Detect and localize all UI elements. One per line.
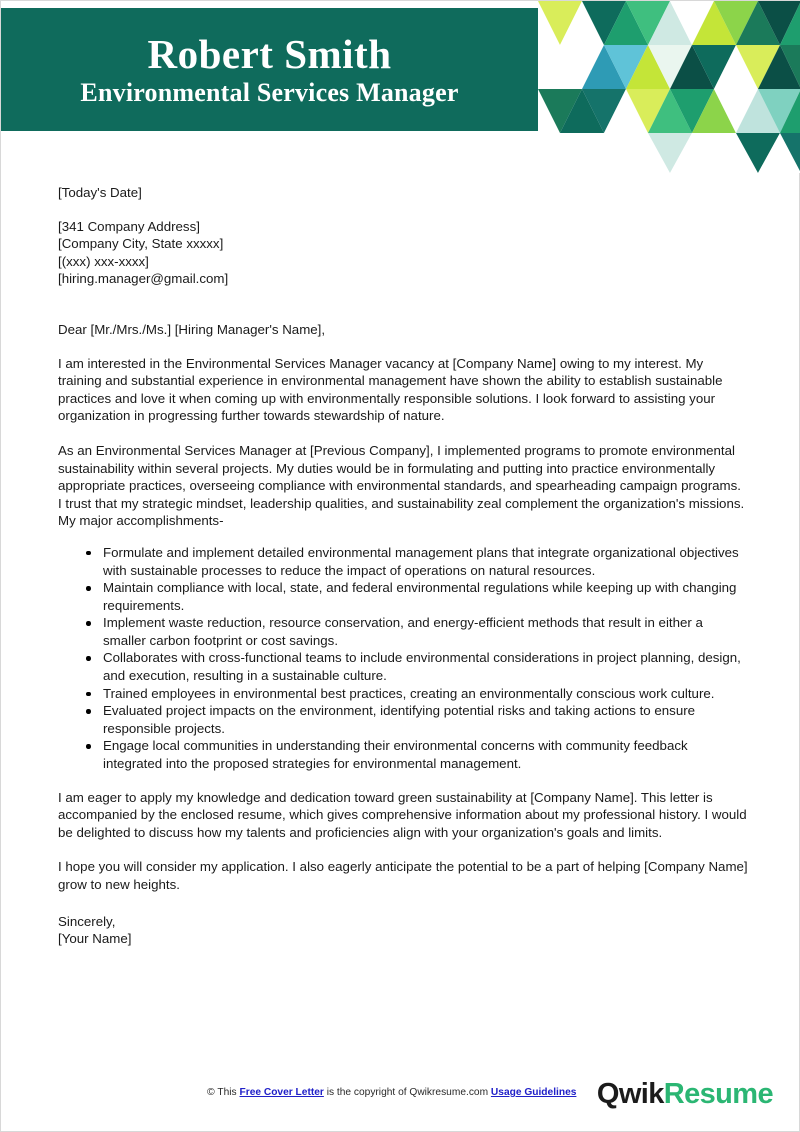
salutation: Dear [Mr./Mrs./Ms.] [Hiring Manager's Name],: [58, 321, 326, 337]
logo-text-resume: Resume: [663, 1078, 773, 1110]
applicant-name: Robert Smith: [147, 30, 392, 77]
list-item: Trained employees in environmental best practices, creating an environmentally conscious work culture.: [58, 685, 748, 703]
copyright-icon: ©: [207, 1086, 215, 1098]
header-name-banner: [1, 8, 538, 131]
company-address-line: [341 Company Address]: [58, 218, 200, 234]
copyright-text-middle: is the copyright of Qwikresume.com: [326, 1087, 489, 1098]
qwikresume-logo[interactable]: [597, 1077, 773, 1111]
document-header: [1, 1, 800, 173]
free-cover-letter-link[interactable]: Free Cover Letter: [239, 1087, 324, 1098]
paragraph-final: I hope you will consider my application. I also eagerly anticipate the potential to be a part of helping [Company Name] grow to new heights.: [58, 859, 748, 892]
company-city-line: [Company City, State xxxxx]: [58, 236, 224, 252]
signature-name: [Your Name]: [58, 931, 132, 947]
list-item: Maintain compliance with local, state, and federal environmental regulations while keeping up with changing requirements.: [58, 579, 748, 614]
applicant-job-title: Environmental Services Manager: [80, 78, 459, 108]
paragraph-intro: I am interested in the Environmental Services Manager vacancy at [Company Name] owing to my interest. My training and substantial experience in environmental management have shown the ability to establish sustainable practices and love it when coming up with environmentally responsible solutions. I look forward to assisting your organization in progressing further towards stewardship of nature.: [58, 355, 723, 424]
recipient-address-block: [58, 218, 748, 288]
closing-salutation: Sincerely,: [58, 913, 116, 929]
paragraph-experience: As an Environmental Services Manager at [Previous Company], I implemented programs to promote environmental sustainability within several projects. My duties would be in formulating and putting into practice environmentally appropriate practices, overseeing compliance with environmental standards, and spearheading campaign programs. I trust that my strategic mindset, leadership qualities, and sustainability zeal complement the organization's missions. My major accomplishments-: [58, 442, 745, 529]
list-item: Engage local communities in understanding their environmental concerns with community feedback integrated into the proposed strategies for environmental management.: [58, 737, 748, 772]
company-phone-line: [(xxx) xxx-xxxx]: [58, 253, 149, 269]
date-line: [Today's Date]: [58, 185, 142, 200]
signature-block: [58, 913, 748, 948]
copyright-notice: [207, 1085, 576, 1100]
date-block: [58, 184, 748, 202]
paragraph-closing-interest: I am eager to apply my knowledge and dedication toward green sustainability at [Company Name]. This letter is accompanied by the enclosed resume, which gives comprehensive information about my professional history. I would be delighted to discuss how my talents and proficiencies align with your organization's goals and limits.: [58, 789, 747, 840]
usage-guidelines-link[interactable]: Usage Guidelines: [490, 1087, 577, 1098]
document-footer: [1, 1071, 800, 1131]
logo-text-qwik: Qwik: [596, 1078, 664, 1110]
accomplishments-list: [58, 544, 748, 773]
letter-body: [58, 184, 748, 948]
list-item: Collaborates with cross-functional teams to include environmental considerations in project planning, design, and execution, resulting in a sustainable culture.: [58, 649, 748, 684]
copyright-text-before: This: [217, 1087, 237, 1098]
company-email-line: [hiring.manager@gmail.com]: [58, 271, 229, 287]
list-item: Evaluated project impacts on the environment, identifying potential risks and taking actions to ensure responsible projects.: [58, 702, 748, 737]
triangle-mosaic-decoration: [538, 1, 800, 173]
list-item: Formulate and implement detailed environmental management plans that integrate organizational objectives with sustainable processes to reduce the impact of operations on natural resources.: [58, 544, 748, 579]
list-item: Implement waste reduction, resource conservation, and energy-efficient methods that result in either a smaller carbon footprint or cost savings.: [58, 614, 748, 649]
